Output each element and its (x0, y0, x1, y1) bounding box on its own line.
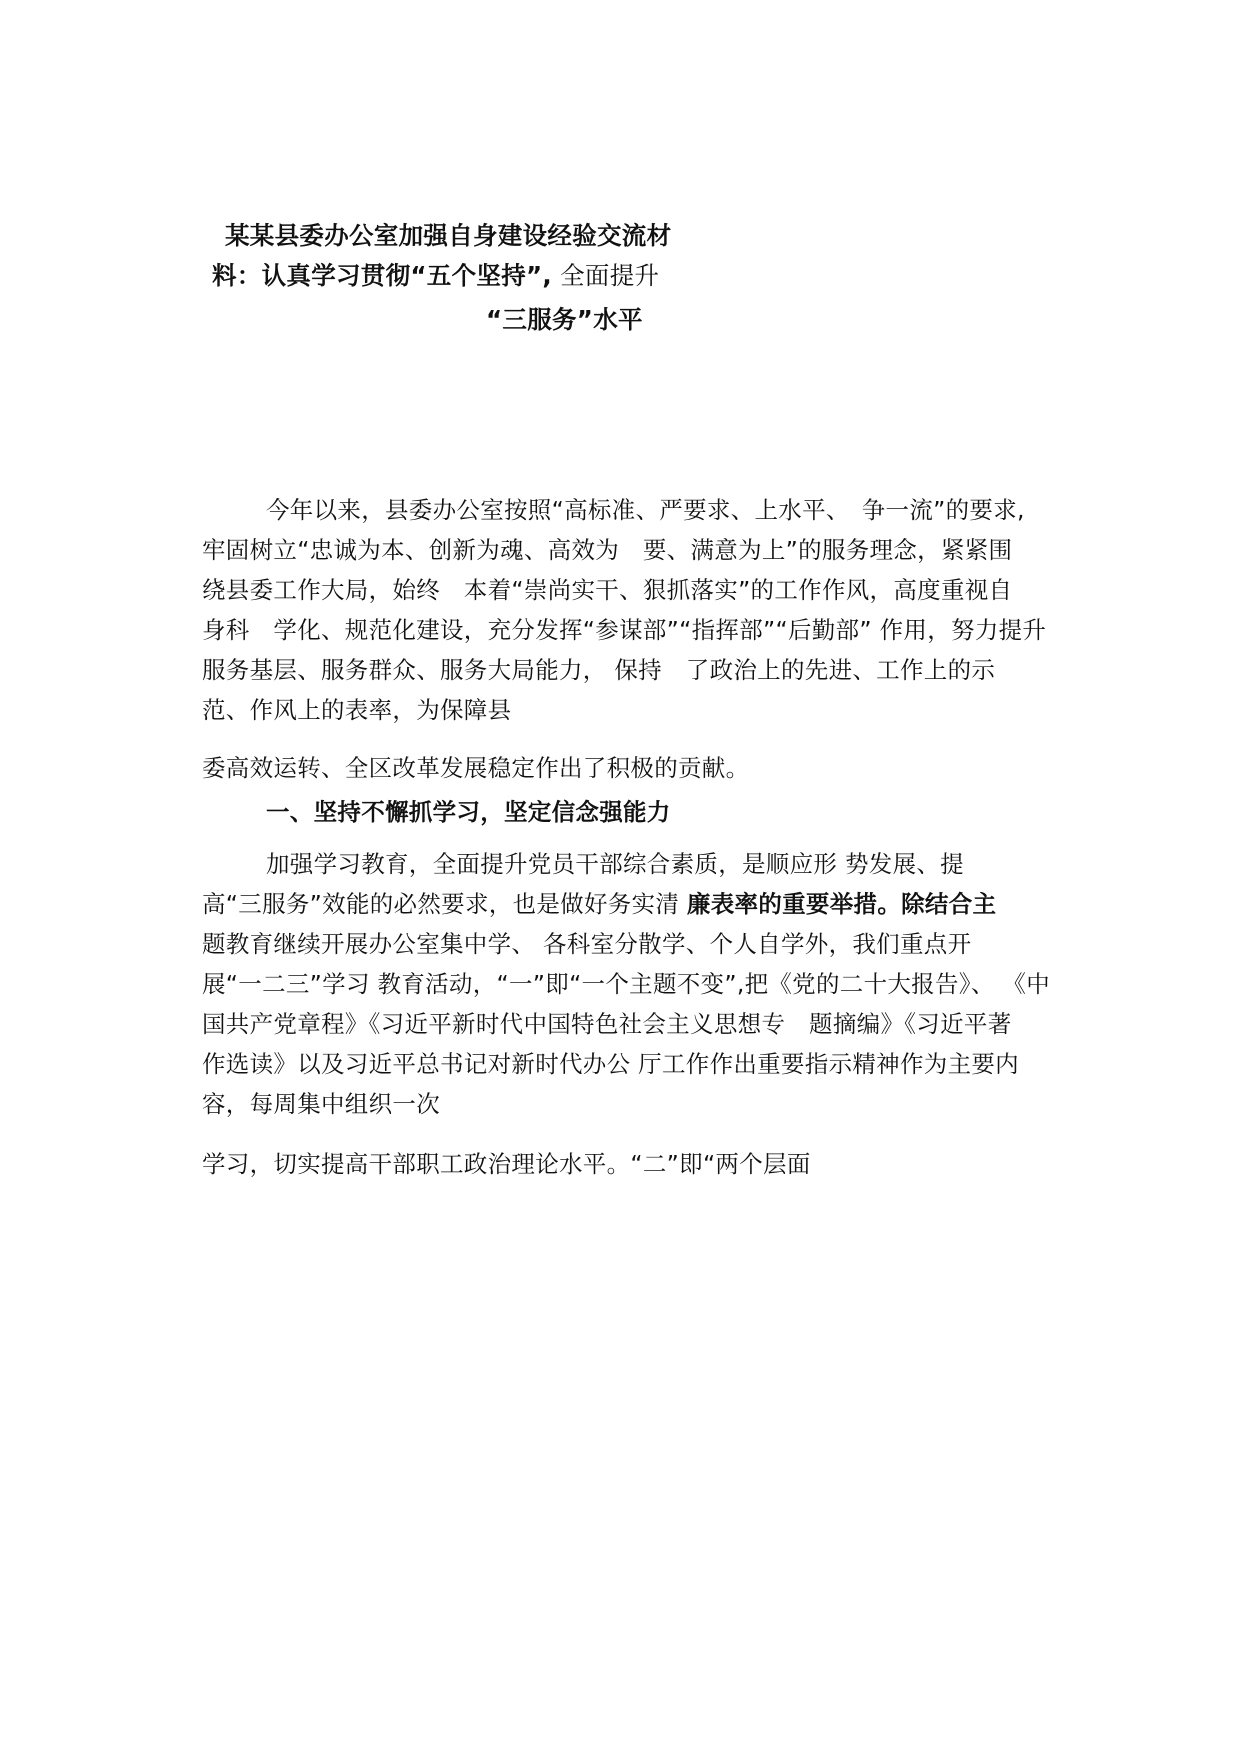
section-1-line-2-normal: 高“三服务”效能的必然要求，也是做好务实清 (202, 890, 687, 918)
section-1-line-6: 作选读》以及习近平总书记对新时代办公 厅工作作出重要指示精神作为主要内 (202, 1050, 1019, 1078)
section-1-line-2 (202, 886, 996, 922)
document-title-line-3: “三服务”水平 (486, 305, 643, 334)
intro-line-6: 范、作风上的表率，为保障县 (202, 696, 512, 724)
section-1-continuation: 学习，切实提高干部职工政治理论水平。“二”即“两个层面 (202, 1150, 811, 1178)
document-title-line-2-bold: 料：认真学习贯彻“五个坚持”, (212, 261, 553, 290)
section-1-line-7: 容，每周集中组织一次 (202, 1090, 440, 1118)
document-title-line-1: 某某县委办公室加强自身建设经验交流材 (225, 221, 672, 250)
intro-line-5: 服务基层、服务群众、服务大局能力， 保持 了政治上的先进、工作上的示 (202, 656, 996, 684)
intro-line-2: 牢固树立“忠诚为本、创新为魂、高效为 要、满意为上”的服务理念，紧紧围 (202, 536, 1013, 564)
section-1-line-4: 展“一二三”学习 教育活动，“一”即“一个主题不变”,把《党的二十大报告》、 《中 (202, 970, 1051, 998)
section-1-heading: 一、坚持不懈抓学习，坚定信念强能力 (266, 798, 671, 826)
section-1-line-3: 题教育继续开展办公室集中学、 各科室分散学、个人自学外，我们重点开 (202, 930, 972, 958)
intro-continuation: 委高效运转、全区改革发展稳定作出了积极的贡献。 (202, 754, 750, 782)
section-1-line-2-bold: 廉表率的重要举措。除结合主 (686, 890, 997, 918)
section-1-line-1: 加强学习教育，全面提升党员干部综合素质，是顺应形 势发展、提 (266, 850, 964, 878)
document-title-line-2 (212, 258, 659, 294)
document-title-line-2-normal: 全面提升 (552, 261, 660, 290)
section-1-line-5: 国共产党章程》《习近平新时代中国特色社会主义思想专 题摘编》《习近平著 (202, 1010, 1012, 1038)
intro-line-1: 今年以来，县委办公室按照“高标准、严要求、上水平、 争一流”的要求, (266, 496, 1025, 524)
intro-line-3: 绕县委工作大局，始终 本着“崇尚实干、狠抓落实”的工作作风，高度重视自 (202, 576, 1013, 604)
intro-line-4: 身科 学化、规范化建设，充分发挥“参谋部”“指挥部”“后勤部” 作用，努力提升 (202, 616, 1047, 644)
